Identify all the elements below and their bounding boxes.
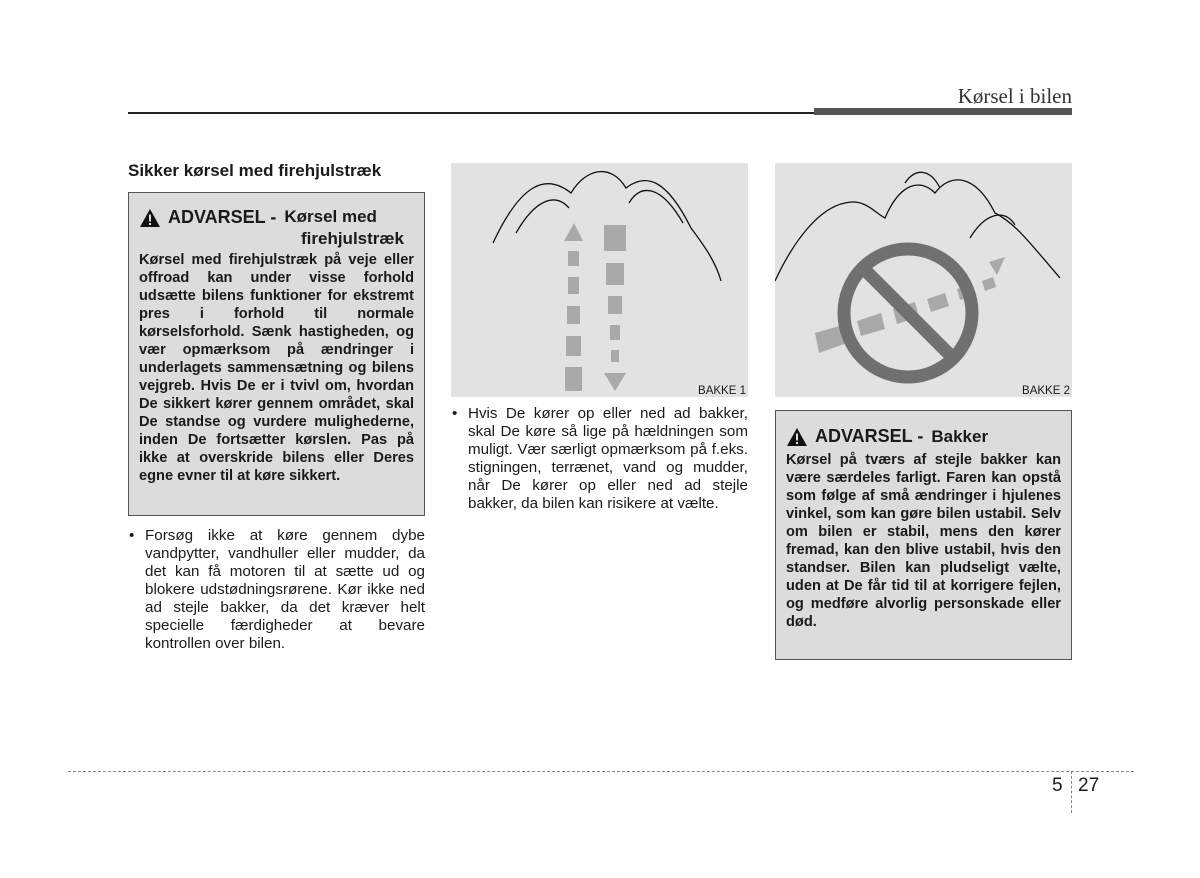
section-heading: Sikker kørsel med firehjulstræk [128, 161, 382, 180]
prohibition-icon [844, 249, 972, 377]
figure-hill-straight [451, 163, 748, 397]
warning-box-four-wheel-drive [128, 192, 425, 516]
warning-header [786, 411, 1061, 447]
warning-label: ADVARSEL - [168, 207, 277, 227]
warning-title-line2: firehjulstræk [301, 229, 404, 248]
hill-across-illustration [775, 163, 1072, 397]
page-number: 27 [1078, 775, 1100, 796]
bullet-deep-water [128, 527, 425, 653]
arrow-up-icon [564, 223, 583, 391]
figure-hill-across [775, 163, 1072, 397]
warning-body: Kørsel på tværs af stejle bakker kan være særdeles farligt. Faren kan opstå som følge af små ændringer i hjulenes vinkel, som kan gøre bilen ustabil. Selv om bilen er stabil, mens den kører fremad, kan den blive ustabil, hvis den standser. Bilen kan pludseligt vælte, uden at De får tid til at korrigere fejlen, og medføre alvorlig personskade eller død. [786, 452, 1061, 630]
warning-title-line1: Kørsel med [284, 207, 377, 226]
footer-divider [1071, 771, 1072, 813]
warning-triangle-icon [786, 427, 808, 447]
arrow-down-icon [604, 225, 626, 391]
bullet-text: Forsøg ikke at køre gennem dybe vandpytter, vandhuller eller mudder, da det kan få motoren til at sætte ud og blokere udstødningsrørene. Kør ikke ned ad stejle bakker, da det kræver helt specielle færdigheder at bevare kontrollen over bilen. [145, 527, 425, 652]
hill-straight-illustration [451, 163, 748, 397]
warning-header [139, 193, 414, 228]
page-header-title: Kørsel i bilen [957, 84, 1072, 108]
bullet-hills [451, 405, 748, 513]
bullet-symbol: • [129, 527, 135, 544]
warning-triangle-icon [139, 208, 161, 228]
header-rule [128, 112, 814, 114]
footer-rule [68, 771, 1134, 772]
figure-caption: BAKKE 2 [1022, 385, 1070, 397]
bullet-text: Hvis De kører op eller ned ad bakker, skal De køre så lige på hældningen som muligt. Vær særligt opmærksom på f.eks. stigningen, terrænet, vand og mudder, når De kører op eller ned ad stejle bakker, da bilen kan risikere at vælte. [468, 405, 748, 512]
warning-title: Bakker [931, 427, 989, 446]
warning-label: ADVARSEL - [815, 426, 924, 446]
header-rule-accent [814, 108, 1072, 115]
bullet-symbol: • [452, 405, 458, 422]
chapter-number: 5 [1052, 775, 1063, 796]
figure-caption: BAKKE 1 [698, 385, 746, 397]
warning-body: Kørsel med firehjulstræk på veje eller offroad kan under visse forhold udsætte bilens funktioner for ekstremt pres i forhold til normale kørselsforhold. Sænk hastigheden, og vær opmærksom på ændringer i underlagets sammensætning og bilens vejgreb. Hvis De er i tvivl om, hvordan De sikkert kører gennem området, skal De standse og vurdere mulighederne, inden De fortsætter kørslen. Pas på ikke at overskride bilens eller Deres egne evner til at køre sikkert. [139, 252, 414, 484]
warning-box-hills [775, 410, 1072, 660]
